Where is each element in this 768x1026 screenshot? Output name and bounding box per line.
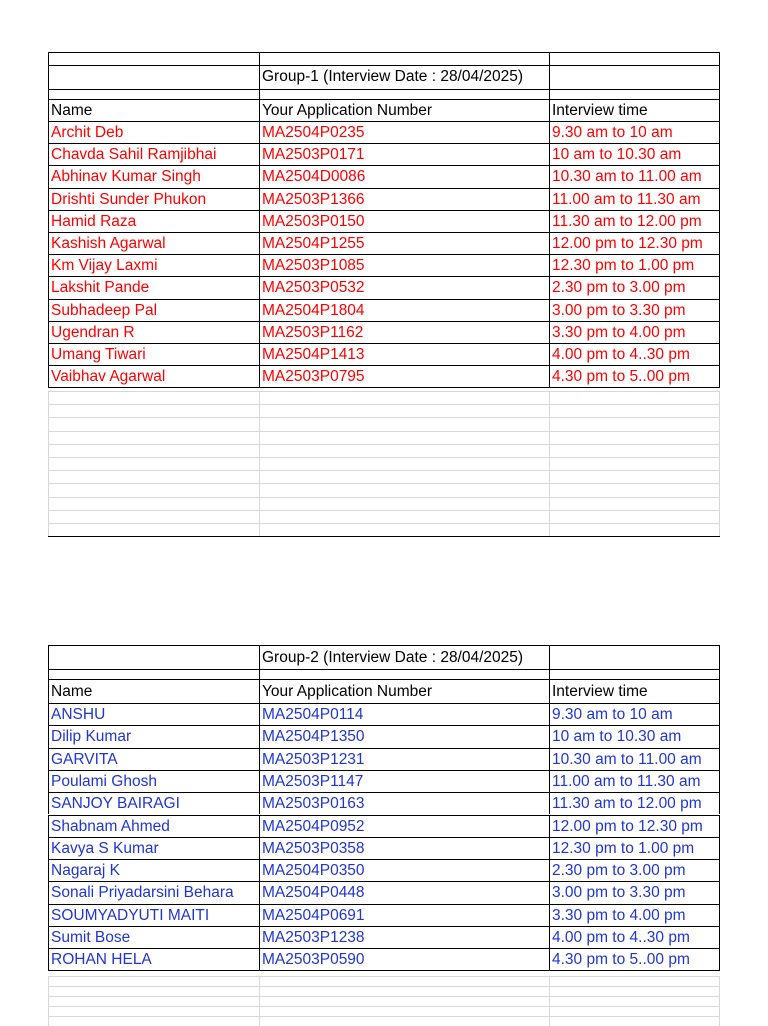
application-number: MA2504P0691 — [259, 905, 549, 926]
table-row — [48, 948, 720, 970]
header-interview-time: Interview time — [549, 100, 720, 121]
table-row — [48, 232, 720, 254]
applicant-name: Ugendran R — [48, 322, 259, 343]
interview-time: 12.00 pm to 12.30 pm — [549, 816, 720, 837]
table-row — [48, 770, 720, 792]
interview-time: 10 am to 10.30 am — [549, 726, 720, 747]
applicant-name: SOUMYADYUTI MAITI — [48, 905, 259, 926]
interview-time: 3.00 pm to 3.30 pm — [549, 882, 720, 903]
applicant-name: Lakshit Pande — [48, 277, 259, 298]
interview-time: 4.00 pm to 4..30 pm — [549, 927, 720, 948]
interview-time: 4.30 pm to 5..00 pm — [549, 949, 720, 970]
table-bottom-border — [48, 970, 720, 971]
applicant-name: Archit Deb — [48, 122, 259, 143]
empty-grid-bottom-border — [48, 536, 720, 537]
application-number: MA2504P1255 — [259, 233, 549, 254]
application-number: MA2504D0086 — [259, 166, 549, 187]
table-row — [48, 904, 720, 926]
applicant-name: ROHAN HELA — [48, 949, 259, 970]
interview-time: 2.30 pm to 3.00 pm — [549, 860, 720, 881]
interview-time: 3.00 pm to 3.30 pm — [549, 300, 720, 321]
interview-time: 11.00 am to 11.30 am — [549, 189, 720, 210]
interview-time: 2.30 pm to 3.00 pm — [549, 277, 720, 298]
applicant-name: Sumit Bose — [48, 927, 259, 948]
interview-time: 11.00 am to 11.30 am — [549, 771, 720, 792]
header-name: Name — [48, 680, 259, 703]
applicant-name: SANJOY BAIRAGI — [48, 793, 259, 814]
applicant-name: ANSHU — [48, 704, 259, 725]
applicant-name: Drishti Sunder Phukon — [48, 189, 259, 210]
applicant-name: Chavda Sahil Ramjibhai — [48, 144, 259, 165]
header-name: Name — [48, 100, 259, 121]
table-row — [48, 365, 720, 387]
table-row — [48, 725, 720, 747]
table-bottom-border — [48, 387, 720, 388]
application-number: MA2503P0590 — [259, 949, 549, 970]
interview-time: 10 am to 10.30 am — [549, 144, 720, 165]
empty-row — [48, 391, 720, 404]
applicant-name: Poulami Ghosh — [48, 771, 259, 792]
empty-row — [48, 996, 720, 1006]
interview-time: 9.30 am to 10 am — [549, 122, 720, 143]
empty-row — [48, 510, 720, 523]
header-interview-time: Interview time — [549, 680, 720, 703]
empty-row — [48, 444, 720, 457]
interview-time: 11.30 am to 12.00 pm — [549, 793, 720, 814]
applicant-name: Subhadeep Pal — [48, 300, 259, 321]
application-number: MA2503P1162 — [259, 322, 549, 343]
group-title-row — [48, 645, 720, 669]
application-number: MA2504P0952 — [259, 816, 549, 837]
table-row — [48, 703, 720, 725]
table-row — [48, 815, 720, 837]
table-row — [48, 859, 720, 881]
table-row — [48, 254, 720, 276]
interview-time: 3.30 pm to 4.00 pm — [549, 905, 720, 926]
table-row — [48, 321, 720, 343]
interview-time: 12.30 pm to 1.00 pm — [549, 838, 720, 859]
interview-time: 4.30 pm to 5..00 pm — [549, 366, 720, 387]
applicant-name: Umang Tiwari — [48, 344, 259, 365]
applicant-name: Dilip Kumar — [48, 726, 259, 747]
applicant-name: Kavya S Kumar — [48, 838, 259, 859]
applicant-name: Sonali Priyadarsini Behara — [48, 882, 259, 903]
spacer-row — [48, 669, 720, 679]
empty-row — [48, 431, 720, 444]
interview-time: 3.30 pm to 4.00 pm — [549, 322, 720, 343]
header-application-number: Your Application Number — [259, 680, 549, 703]
table-row — [48, 165, 720, 187]
application-number: MA2503P1238 — [259, 927, 549, 948]
interview-time: 10.30 am to 11.00 am — [549, 166, 720, 187]
interview-time: 11.30 am to 12.00 pm — [549, 211, 720, 232]
application-number: MA2503P0163 — [259, 793, 549, 814]
interview-time: 10.30 am to 11.00 am — [549, 749, 720, 770]
applicant-name: Abhinav Kumar Singh — [48, 166, 259, 187]
empty-row — [48, 457, 720, 470]
empty-row — [48, 497, 720, 510]
table-row — [48, 926, 720, 948]
application-number: MA2504P0350 — [259, 860, 549, 881]
empty-row — [48, 1016, 720, 1026]
application-number: MA2503P1366 — [259, 189, 549, 210]
table-row — [48, 881, 720, 903]
application-number: MA2504P0114 — [259, 704, 549, 725]
table-row — [48, 299, 720, 321]
application-number: MA2503P0532 — [259, 277, 549, 298]
table-row — [48, 121, 720, 143]
table-row — [48, 143, 720, 165]
application-number: MA2503P1147 — [259, 771, 549, 792]
table-row — [48, 210, 720, 232]
group-title: Group-2 (Interview Date : 28/04/2025) — [259, 646, 549, 669]
header-row — [48, 679, 720, 703]
application-number: MA2503P0358 — [259, 838, 549, 859]
application-number: MA2504P1413 — [259, 344, 549, 365]
interview-time: 9.30 am to 10 am — [549, 704, 720, 725]
application-number: MA2504P1350 — [259, 726, 549, 747]
applicant-name: Nagaraj K — [48, 860, 259, 881]
empty-row — [48, 976, 720, 986]
table-row — [48, 188, 720, 210]
empty-row — [48, 470, 720, 483]
table-row — [48, 748, 720, 770]
empty-row — [48, 986, 720, 996]
applicant-name: GARVITA — [48, 749, 259, 770]
header-row — [48, 99, 720, 121]
applicant-name: Vaibhav Agarwal — [48, 366, 259, 387]
interview-time: 12.00 pm to 12.30 pm — [549, 233, 720, 254]
empty-row — [48, 523, 720, 536]
application-number: MA2503P1231 — [259, 749, 549, 770]
table-row — [48, 837, 720, 859]
interview-time: 12.30 pm to 1.00 pm — [549, 255, 720, 276]
application-number: MA2503P1085 — [259, 255, 549, 276]
empty-row — [48, 1006, 720, 1016]
spacer-row — [48, 52, 720, 65]
application-number: MA2503P0171 — [259, 144, 549, 165]
application-number: MA2503P0150 — [259, 211, 549, 232]
group-title: Group-1 (Interview Date : 28/04/2025) — [259, 66, 549, 89]
header-application-number: Your Application Number — [259, 100, 549, 121]
table-row — [48, 792, 720, 814]
interview-time: 4.00 pm to 4..30 pm — [549, 344, 720, 365]
applicant-name: Kashish Agarwal — [48, 233, 259, 254]
spacer-row — [48, 89, 720, 99]
applicant-name: Shabnam Ahmed — [48, 816, 259, 837]
empty-row — [48, 483, 720, 496]
application-number: MA2504P1804 — [259, 300, 549, 321]
applicant-name: Hamid Raza — [48, 211, 259, 232]
application-number: MA2504P0235 — [259, 122, 549, 143]
group-title-row — [48, 65, 720, 89]
empty-row — [48, 404, 720, 417]
application-number: MA2504P0448 — [259, 882, 549, 903]
table-row — [48, 343, 720, 365]
table-row — [48, 276, 720, 298]
applicant-name: Km Vijay Laxmi — [48, 255, 259, 276]
empty-row — [48, 417, 720, 430]
application-number: MA2503P0795 — [259, 366, 549, 387]
